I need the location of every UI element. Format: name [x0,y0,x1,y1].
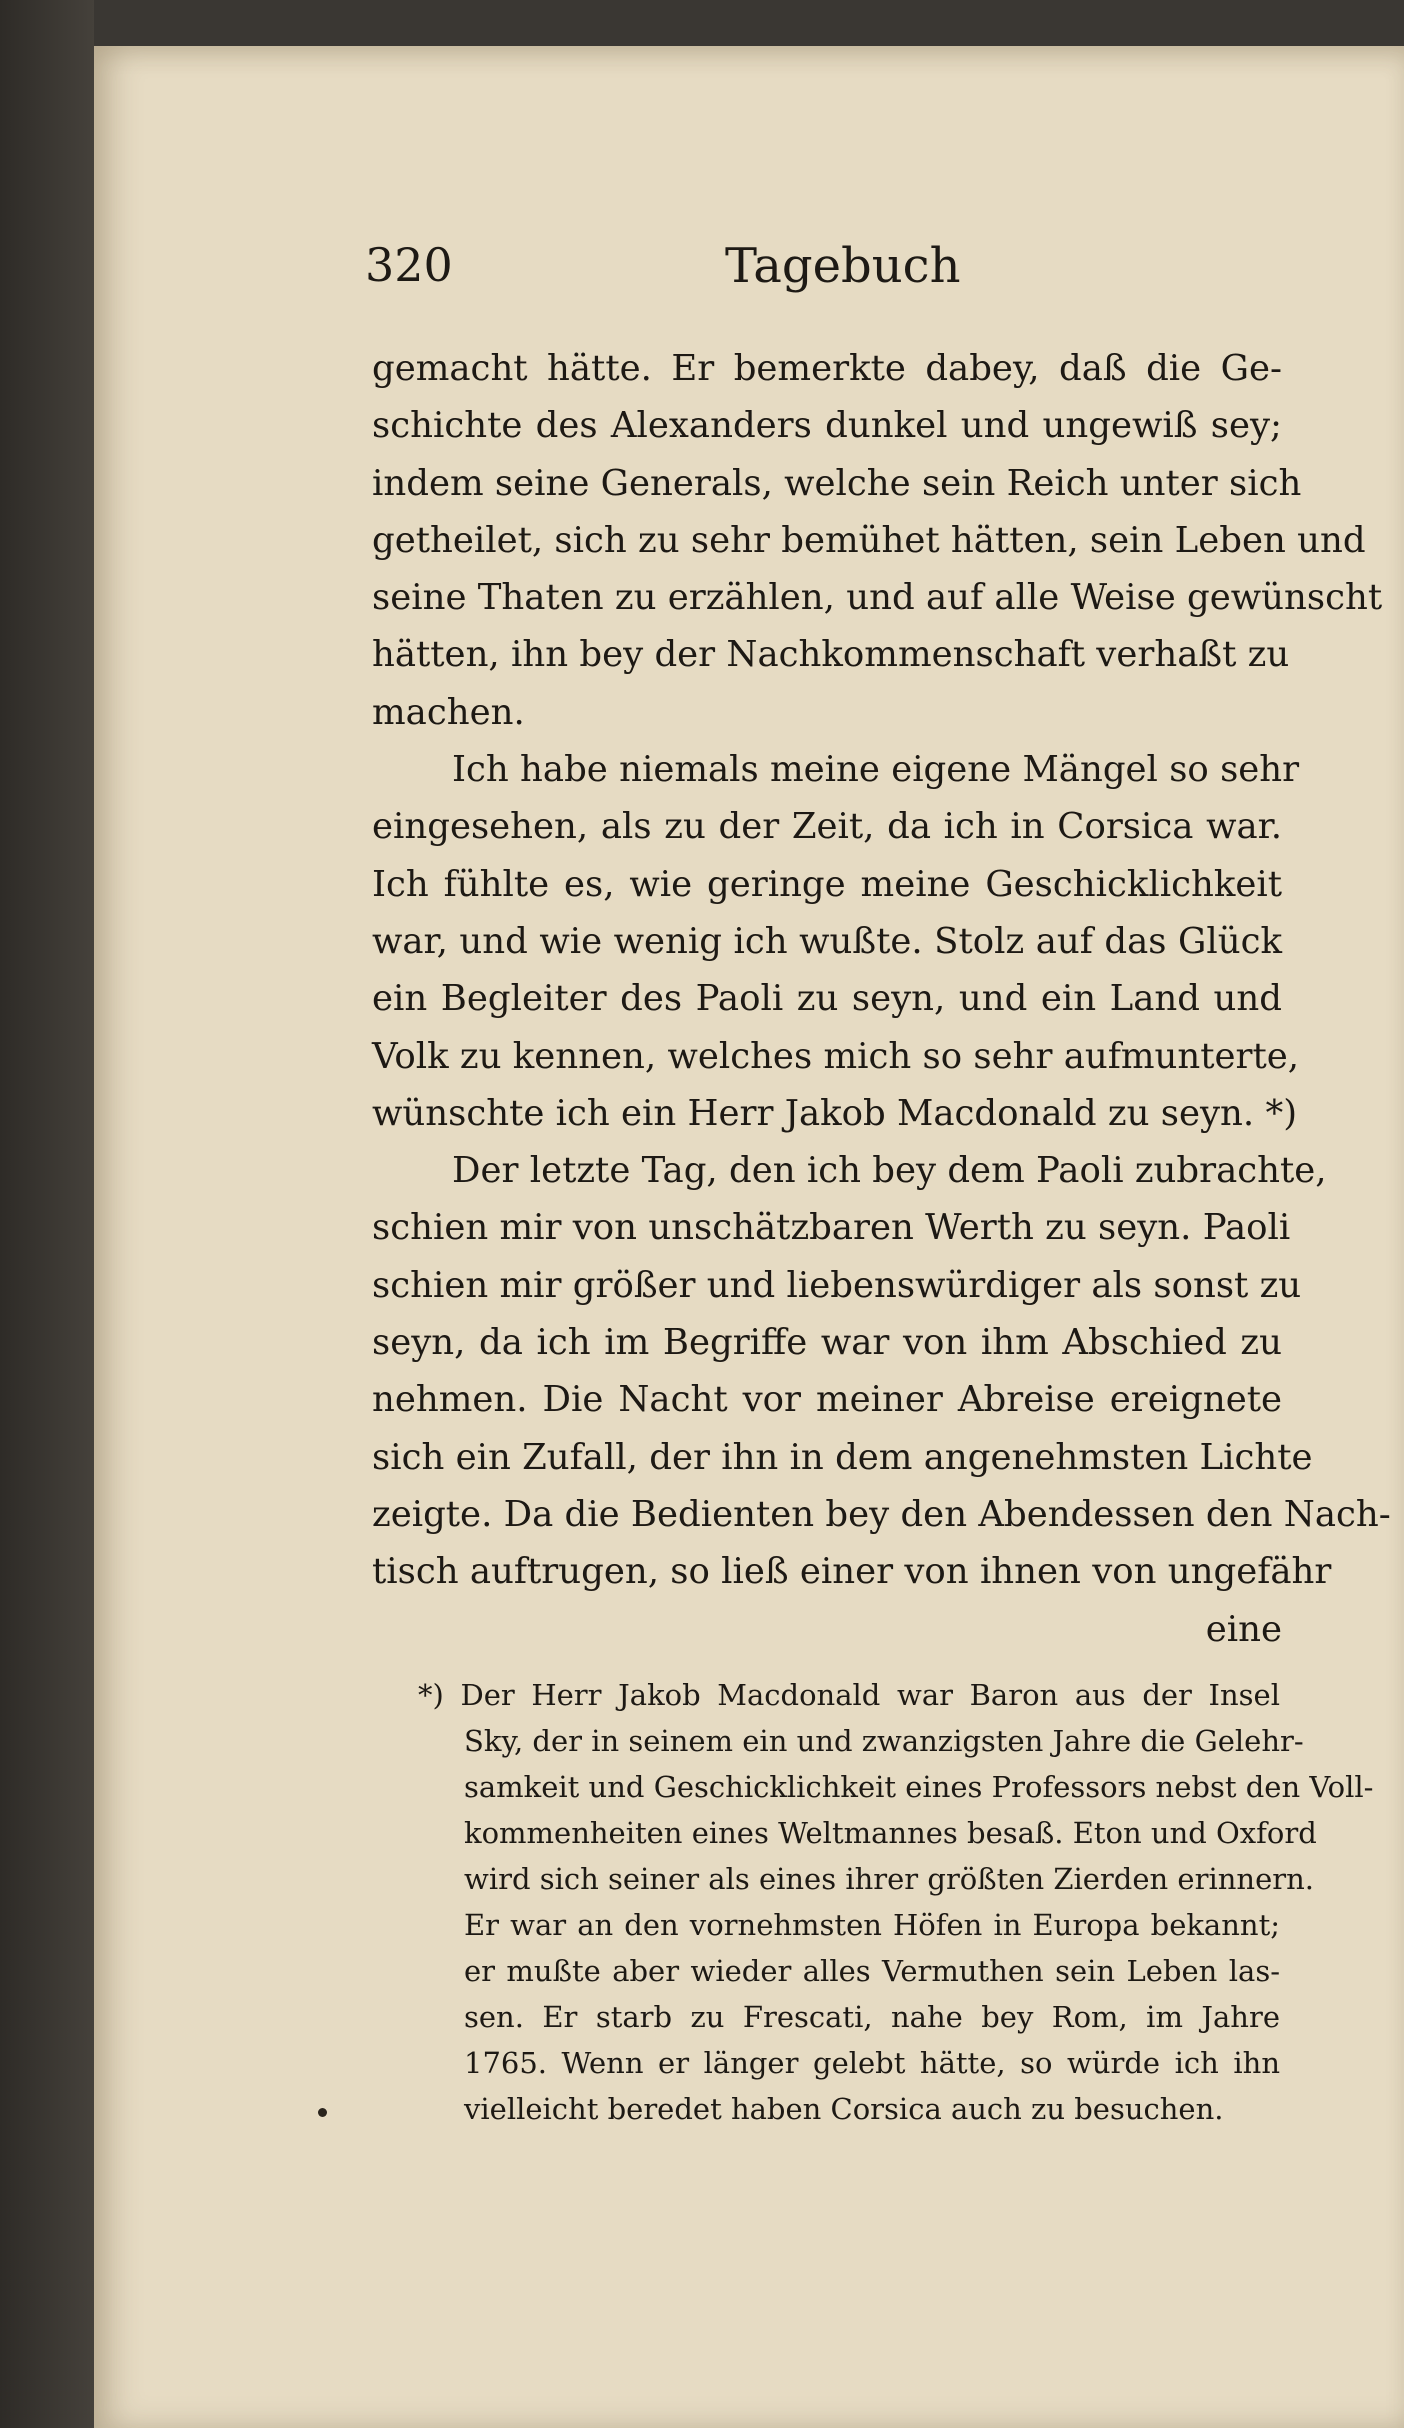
scan-background-left [0,0,94,2428]
footnote-line: samkeit und Geschicklichkeit eines Professors nebst den Voll- [464,1770,1374,1804]
text-line: getheilet, sich zu sehr bemühet hätten, sein Leben und [372,519,1366,561]
text-line: gemacht hätte. Er bemerkte dabey, daß die Ge- [372,348,1282,389]
footnote-line: vielleicht beredet haben Corsica auch zu besuchen. [464,2092,1224,2126]
text-line: Der letzte Tag, den ich bey dem Paoli zubrachte, [452,1150,1327,1192]
page-number: 320 [365,238,453,292]
text-line: ein Begleiter des Paoli zu seyn, und ein Land und [372,978,1282,1020]
text-line: Ich fühlte es, wie geringe meine Geschicklichkeit [372,863,1282,905]
text-line: wünschte ich ein Herr Jakob Macdonald zu seyn. *) [372,1092,1298,1134]
catchword: eine [1205,1608,1282,1650]
text-line: Volk zu kennen, welches mich so sehr aufmunterte, [372,1035,1300,1077]
footnote-line: wird sich seiner als eines ihrer größten Zierden erinnern. [464,1862,1314,1896]
text-line: machen. [372,691,525,733]
footnote-block [418,1672,1374,2132]
text-line: schien mir von unschätzbaren Werth zu seyn. Paoli [372,1207,1291,1249]
text-line: eingesehen, als zu der Zeit, da ich in Corsica war. [372,806,1282,848]
footnote-line: kommenheiten eines Weltmannes besaß. Eton und Oxford [464,1816,1317,1850]
footnote-line: Sky, der in seinem ein und zwanzigsten Jahre die Gelehr- [464,1724,1304,1758]
text-line: indem seine Generals, welche sein Reich unter sich [372,462,1302,504]
scan-background-top [94,0,1404,46]
text-line: sich ein Zufall, der ihn in dem angenehmsten Lichte [372,1436,1313,1478]
footnote-line: sen. Er starb zu Frescati, nahe bey Rom, im Jahre [464,2000,1280,2034]
text-line: hätten, ihn bey der Nachkommenschaft verhaßt zu [372,634,1290,676]
footnote-line: 1765. Wenn er länger gelebt hätte, so würde ich ihn [464,2046,1280,2080]
text-line: seyn, da ich im Begriffe war von ihm Abschied zu [372,1322,1282,1364]
footnote-line: er mußte aber wieder alles Vermuthen sein Leben las- [464,1954,1280,1988]
text-line: seine Thaten zu erzählen, und auf alle Weise gewünscht [372,577,1383,619]
text-line: tisch auftrugen, so ließ einer von ihnen von ungefähr [372,1551,1332,1593]
main-text-block [372,340,1391,1658]
text-line: schien mir größer und liebenswürdiger als sonst zu [372,1264,1302,1306]
running-title: Tagebuch [725,238,961,294]
text-line: Ich habe niemals meine eigene Mängel so sehr [452,749,1300,791]
footnote-line: *) Der Herr Jakob Macdonald war Baron aus der Insel [418,1678,1280,1712]
ink-speck [318,2108,327,2117]
text-line: war, und wie wenig ich wußte. Stolz auf das Glück [372,920,1282,962]
running-head [365,238,1285,308]
text-line: zeigte. Da die Bedienten bey den Abendessen den Nach- [372,1493,1391,1535]
text-line: schichte des Alexanders dunkel und ungewiß sey; [372,405,1282,447]
text-line: nehmen. Die Nacht vor meiner Abreise ereignete [372,1379,1282,1421]
footnote-line: Er war an den vornehmsten Höfen in Europa bekannt; [464,1908,1280,1942]
